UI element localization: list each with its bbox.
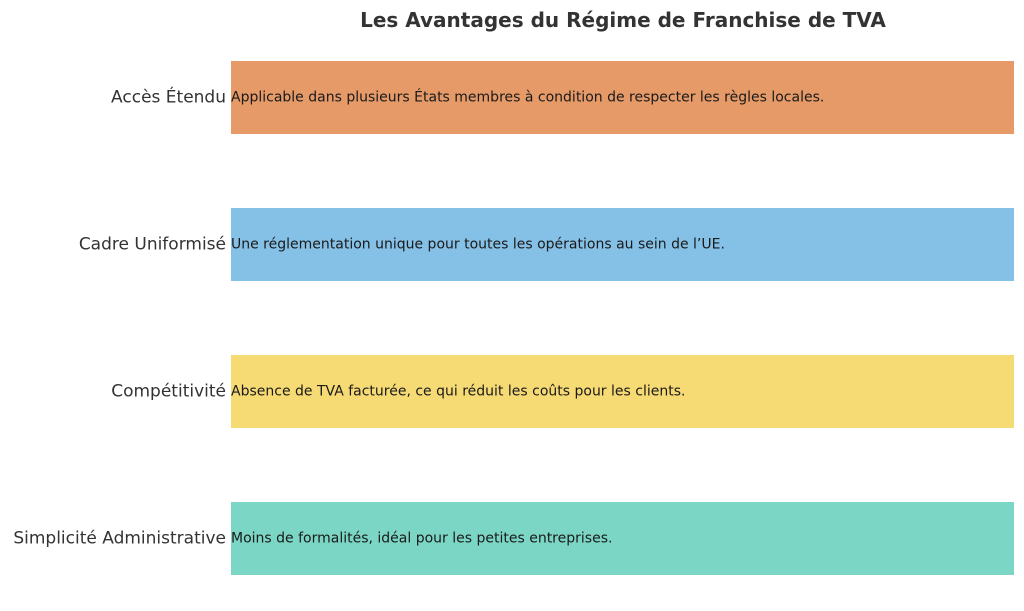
- bar-group: [13, 61, 1014, 575]
- category-label-4: Simplicité Administrative: [13, 528, 226, 549]
- category-label-2: Cadre Uniformisé: [78, 234, 226, 255]
- bar-description-3: Absence de TVA facturée, ce qui réduit les coûts pour les clients.: [231, 383, 686, 400]
- chart-title: Les Avantages du Régime de Franchise de TVA: [360, 8, 886, 32]
- bar-description-1: Applicable dans plusieurs États membres à condition de respecter les règles locales.: [231, 89, 825, 106]
- category-label-1: Accès Étendu: [111, 87, 226, 108]
- category-label-3: Compétitivité: [111, 381, 226, 402]
- bar-description-2: Une réglementation unique pour toutes les opérations au sein de l’UE.: [231, 236, 725, 253]
- bar-description-4: Moins de formalités, idéal pour les petites entreprises.: [231, 530, 613, 547]
